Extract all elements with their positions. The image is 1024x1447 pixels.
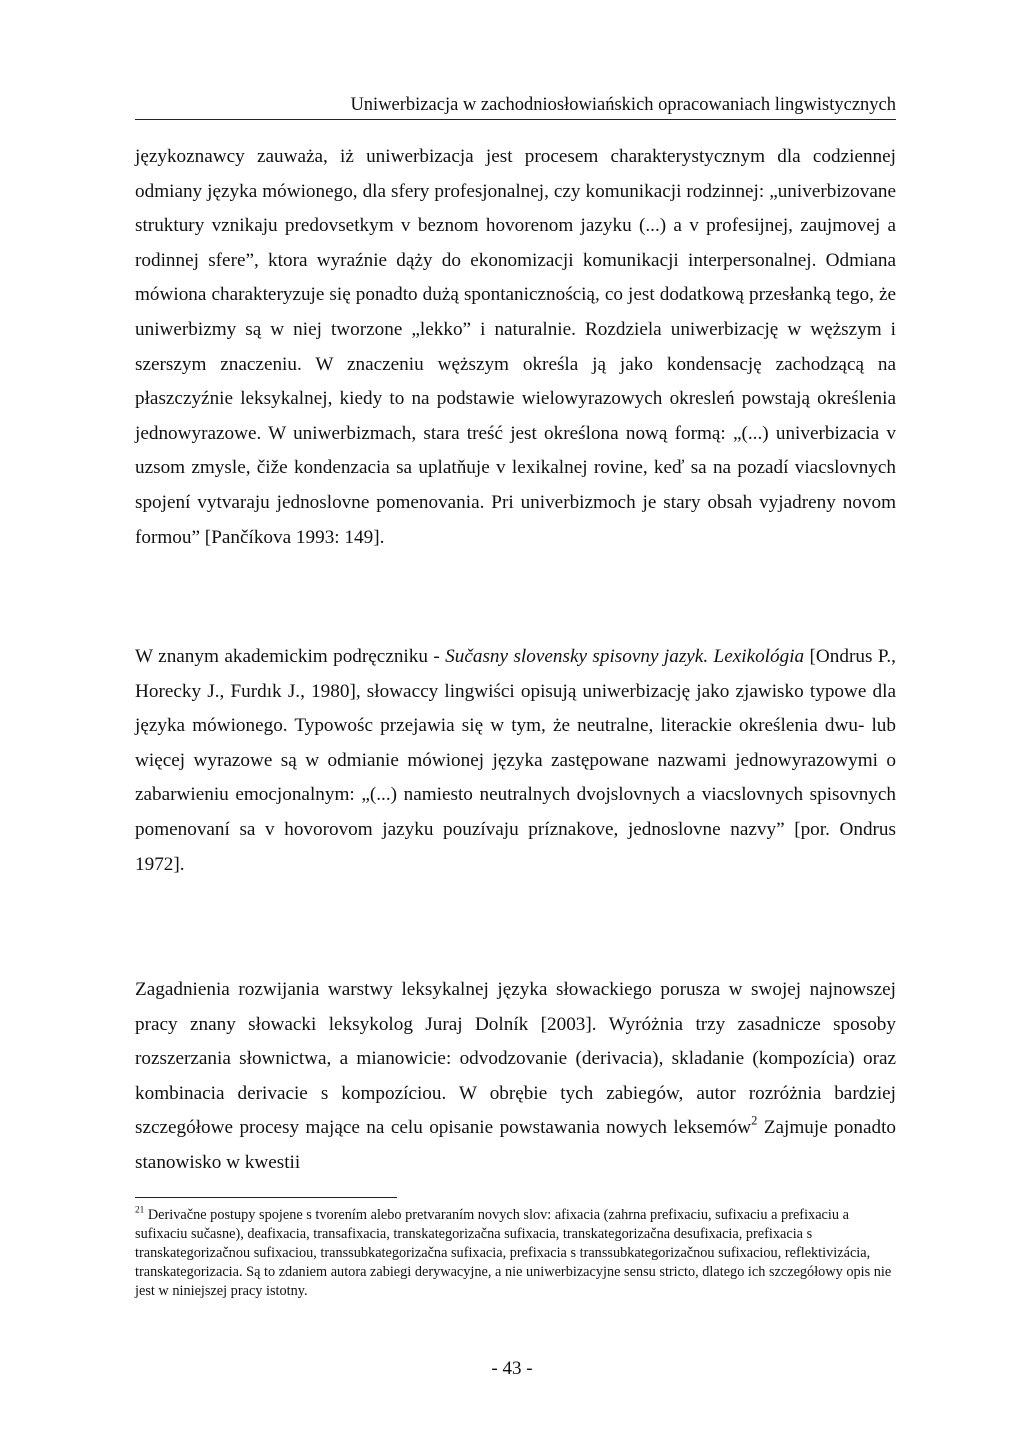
footnote: [135, 1206, 896, 1301]
paragraph-2-intro: W znanym akademickim podręczniku -: [135, 646, 446, 667]
paragraph-3-tail: Zajmuje ponadto stanowisko w kwestii: [135, 1117, 896, 1173]
paragraph-1: językoznawcy zauważa, iż uniwerbizacja jest procesem charakterystycznym dla codziennej odmiany języka mówionego, dla sfery profesjonalnej, czy komunikacji rodzinnej: „univerbizovane struktury vznikaju predovsetkym v beznom hovorenom jazyku (...) a v profesijnej, zaujmovej a rodinnej sfere”, ktora wyraźnie dąży do ekonomizacji komunikacji interpersonalnej. Odmiana mówiona charakteryzuje się ponadto dużą spontanicznością, co jest dodatkową przesłanką tego, że uniwerbizmy są w niej tworzone „lekko” i naturalnie. Rozdziela uniwerbizację w węższym i szerszym znaczeniu. W znaczeniu węższym określa ją jako kondensację zachodzącą na płaszczyźnie leksykalnej, kiedy to na podstawie wielowyrazowych okresleń powstają określenia jednowyrazowe. W uniwerbizmach, stara treść jest określona nową formą: „(...) univerbizacia v uzsom zmysle, čiže kondenzacia sa uplatňuje v lexikalnej rovine, keď sa na pozadí viacslovnych spojení vytvaraju jednoslovne pomenovania. Pri univerbizmoch je stary obsah vyjadreny novom formou” [Pančíkova 1993: 149].: [135, 146, 896, 548]
paragraph-2-body: [Ondrus P., Horecky J., Furdık J., 1980], słowaccy lingwiści opisują uniwerbizację jako zjawisko typowe dla języka mówionego. Typowośc przejawia się w tym, że neutralne, literackie określenia dwu- lub więcej wyrazowe są w odmianie mówionej języka zastępowane nazwami jednowyrazowymi o zabarwieniu emocjonalnym: „(...) namiesto neutralnych dvojslovnych a viacslovnych spisovnych pomenovaní sa v hovorovom jazyku pouzívaju príznakove, jednoslovne nazvy” [por. Ondrus 1972].: [135, 646, 896, 875]
paragraph-3-body: Zagadnienia rozwijania warstwy leksykalnej języka słowackiego porusza w swojej najnowszej pracy znany słowacki leksykolog Juraj Dolník [2003]. Wyróżnia trzy zasadnicze sposoby rozszerzania słownictwa, a mianowicie: odvodzovanie (derivacia), skladanie (kompozícia) oraz kombinacia derivacie s kompozíciou. W obrębie tych zabiegów, autor rozróżnia bardziej szczegółowe procesy mające na celu opisanie powstawania nowych leksemów: [135, 979, 896, 1139]
running-header: Uniwerbizacja w zachodniosłowiańskich opracowaniach lingwistycznych: [135, 92, 896, 120]
paragraph-2: [135, 640, 896, 882]
footnote-reference: 2: [751, 1113, 758, 1128]
footnote-text: Derivačne postupy spojene s tvorením alebo pretvaraním novych slov: afixacia (zahrna prefixaciu, sufixaciu a prefixaciu a sufixaciu sučasne), deafixacia, transafixacia, transkategorizačna sufixacia, transkategorizačna desufixacia, prefixacia s transkategorizačnou sufixaciou, transsubkategorizačna sufixacia, prefixacia s transsubkategorizačnou sufixaciou, reflektivizácia, transkategorizacia. Są to zdaniem autora zabiegi derywacyjne, a nie uniwerbizacyjne sensu stricto, dlatego ich szczegółowy opis nie jest w niniejszej pracy istotny.: [135, 1207, 892, 1299]
book-title: Sučasny slovensky spisovny jazyk. Lexikológia: [445, 646, 805, 667]
footnote-marker: 21: [135, 1205, 145, 1216]
page-number: - 43 -: [491, 1358, 533, 1379]
footnote-divider: [135, 1197, 397, 1198]
paragraph-3: [135, 973, 896, 1181]
